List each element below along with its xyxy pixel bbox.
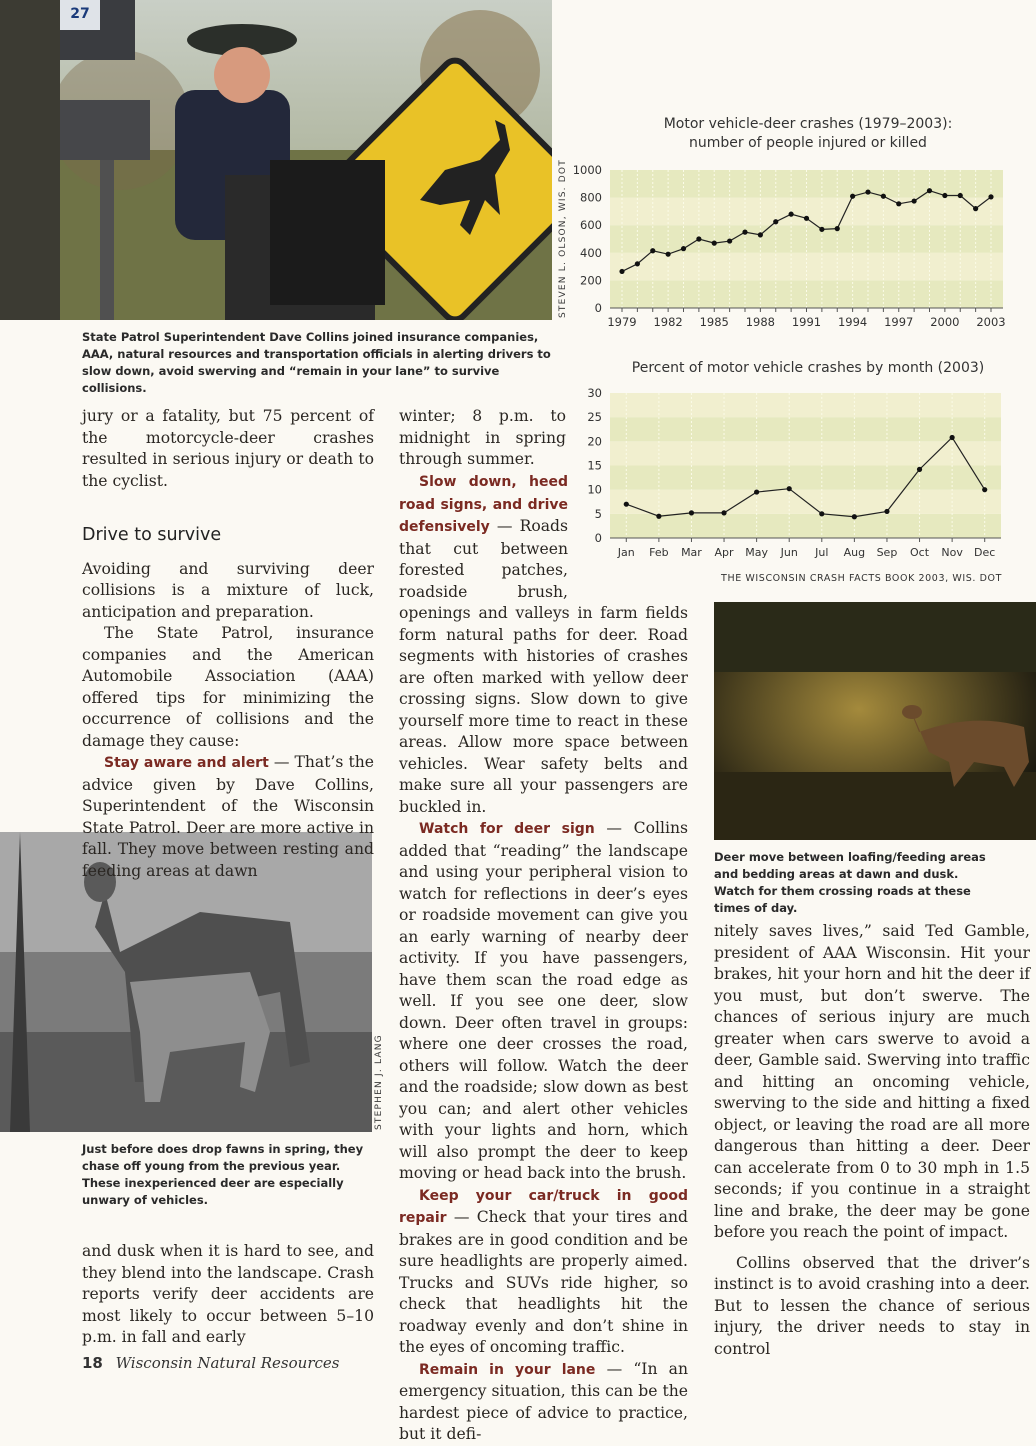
chart1-data-point	[666, 252, 671, 257]
chart1-data-point	[742, 230, 747, 235]
tip-slow-down-lead: Slow down, heed road signs, and drive defensively	[399, 474, 568, 535]
chart2-y-tick-label: 20	[587, 434, 602, 449]
tip-watch-deer-sign-text: — Collins added that “reading” the landscape and using your peripheral vision to watch for reflections in deer’s eyes or roadside movement can give you an early warning of nearby deer activity. If you have passengers, have them scan the road edge as well. If you see one deer, slow down. Deer often travel in groups: where one deer crosses the road, others will follow. Watch the deer and the roadside; slow down as best you can; and alert other vehicles with your lights and horn, which will also prompt the deer to keep moving or head back into the brush.	[399, 819, 688, 1182]
tip-remain-in-lane-text: — “In an emergency situation, this can be the hardest piece of advice to practice, but it defi-	[399, 1359, 688, 1443]
chart2-month-label: Oct	[910, 546, 930, 559]
chart1-data-point	[835, 226, 840, 231]
chart1-title-line2: number of people injured or killed	[689, 135, 927, 151]
tip-watch-deer-sign	[399, 818, 688, 1185]
chart2-month-label: Nov	[941, 546, 963, 559]
chart1-data-point	[850, 194, 855, 199]
chart1-data-point	[727, 238, 732, 243]
page-number: 18	[82, 1354, 103, 1372]
chart1-x-tick-label: 2000	[930, 315, 960, 329]
tip-slow-down-text: — Roads that cut between forested patches, roadside brush, openings and valleys in farm fields form natural paths for deer. Road segments with histories of crashes are often marked with yellow deer crossing signs. Slow down to give yourself more time to react in these areas. Allow more space between vehicles. Wear safety belts and make sure all your passengers are buckled in.	[399, 517, 688, 816]
chart1-data-point	[927, 188, 932, 193]
col2-continuation: winter; 8 p.m. to midnight in spring through summer.	[399, 407, 566, 468]
chart1-y-tick-label: 400	[580, 245, 602, 260]
chart1-x-tick-label: 1979	[607, 315, 637, 329]
chart1-x-tick-label: 1988	[745, 315, 776, 329]
chart1-data-point	[789, 212, 794, 217]
chart1-data-point	[773, 219, 778, 224]
chart2-month-label: Dec	[974, 546, 996, 559]
tip-stay-aware-lead: Stay aware and alert	[104, 755, 269, 771]
chart2-month-label: Mar	[681, 546, 702, 559]
col3-paragraph-1: nitely saves lives,” said Ted Gamble, president of AAA Wisconsin. Hit your brakes, hit your horn and hit the deer if you must, but don’t swerve. The chances of serious injury are much greater when cars swerve to avoid a deer, Gamble said. Swerving into traffic and hitting an oncoming vehicle, swerving to the side and hitting a fixed object, or leaving the road are all more dangerous than hitting a deer. Deer can accelerate from 0 to 30 mph in 1.5 seconds; if you continue in a straight line and brake, the deer may be gone before you reach the point of impact.	[714, 922, 1030, 1241]
chart1-x-tick-label: 1991	[791, 315, 822, 329]
chart1-data-point	[942, 193, 947, 198]
chart2-source: THE WISCONSIN CRASH FACTS BOOK 2003, WIS. DOT	[721, 573, 1002, 584]
chart2-month-label: Jun	[780, 546, 798, 559]
chart2-data-point	[819, 511, 824, 516]
tip-slow-down	[399, 471, 688, 818]
chart2-data-point	[917, 467, 922, 472]
chart1-x-tick-label: 1994	[837, 315, 868, 329]
col1-paragraph-1: Avoiding and surviving deer collisions is a mixture of luck, anticipation and preparation.	[82, 559, 374, 621]
tip-keep-car-repaired-text: — Check that your tires and brakes are in good condition and be sure headlights are properly aimed. Trucks and SUVs ride higher, so check that headlights hit the roadway evenly and don’t shine in the eyes of oncoming traffic.	[399, 1208, 688, 1356]
chart1-x-tick-label: 1997	[884, 315, 914, 329]
tip-stay-aware-text: — That’s the advice given by Dave Collins, Superintendent of the Wisconsin State Patrol. Deer are more active in fall. They move between resting and feeding areas at dawn	[82, 753, 375, 880]
chart2-data-point	[787, 486, 792, 491]
chart1-data-point	[912, 198, 917, 203]
chart2-data-point	[721, 510, 726, 515]
chart1-data-point	[819, 227, 824, 232]
chart1-data-point	[696, 236, 701, 241]
chart1-data-point	[635, 261, 640, 266]
camera-channel-badge: 27	[70, 6, 90, 22]
chart2-data-point	[852, 514, 857, 519]
chart1-data-point	[619, 269, 624, 274]
chart2-data-point	[982, 487, 987, 492]
chart2-month-label: Jul	[815, 546, 829, 559]
chart1-y-tick-label: 1000	[572, 163, 602, 177]
chart2-month-label: Sep	[876, 546, 898, 559]
chart2-data-point	[754, 489, 759, 494]
doe-photo-caption: Just before does drop fawns in spring, they chase off young from the previous year. These inexperienced deer are especially unwary of vehicles.	[82, 1142, 364, 1207]
chart1-data-point	[988, 194, 993, 199]
chart1-data-point	[712, 241, 717, 246]
chart1-x-tick-label: 2003	[976, 315, 1006, 329]
chart1-y-tick-label: 200	[580, 273, 602, 288]
tip-watch-deer-sign-lead: Watch for deer sign	[419, 821, 595, 837]
chart2-data-point	[689, 510, 694, 515]
chart2-y-tick-label: 15	[587, 458, 602, 473]
chart1-y-tick-label: 600	[580, 218, 602, 233]
chart2-month-label: Aug	[843, 546, 866, 559]
chart2-y-tick-label: 30	[587, 386, 602, 400]
column-1-bottom	[82, 1241, 374, 1349]
chart2-data-point	[950, 435, 955, 440]
chart2-month-label: May	[745, 546, 768, 559]
col1-bottom-text: and dusk when it is hard to see, and they blend into the landscape. Crash reports verify deer accidents are most likely to occur between 5–10 p.m. in fall and early	[82, 1242, 374, 1346]
chart2-band	[610, 393, 1001, 417]
section-heading: Drive to survive	[82, 525, 222, 545]
chart2-band	[610, 441, 1001, 465]
chart1-title-line1: Motor vehicle-deer crashes (1979–2003):	[663, 116, 953, 132]
chart1-data-point	[896, 201, 901, 206]
chart1-data-point	[681, 246, 686, 251]
chart2-month-label: Feb	[649, 546, 669, 559]
chart1-data-point	[650, 248, 655, 253]
chart-wrap-spacer	[568, 471, 688, 589]
chart1-data-point	[865, 189, 870, 194]
chart2-band	[610, 417, 1001, 441]
chart1-y-tick-label: 0	[594, 301, 602, 315]
chart2-data-point	[884, 509, 889, 514]
magazine-title: Wisconsin Natural Resources	[115, 1354, 340, 1372]
chart1-y-tick-label: 800	[580, 190, 602, 205]
chart2-month-label: Apr	[714, 546, 734, 559]
chart2-y-tick-label: 5	[594, 506, 602, 521]
top-photo-caption: State Patrol Superintendent Dave Collins joined insurance companies, AAA, natural resources and transportation officials in alerting drivers to slow down, avoid swerving and “remain in your lane” to survive collisions.	[82, 330, 551, 395]
column-2	[399, 471, 688, 1446]
press-conference-photo	[0, 0, 552, 320]
chart2-y-tick-label: 25	[587, 410, 602, 425]
chart1-x-tick-label: 1985	[699, 315, 729, 329]
doe-photo-credit: STEPHEN J. LANG	[374, 1034, 384, 1130]
chart1-data-point	[758, 232, 763, 237]
col1-paragraph-2: The State Patrol, insurance companies and the American Automobile Association (AAA) offered tips for minimizing the occurrence of collisions and the damage they cause:	[82, 624, 374, 750]
deer-crash-injuries-chart	[570, 160, 1020, 335]
chart2-month-label: Jan	[617, 546, 635, 559]
chart1-data-point	[958, 193, 963, 198]
col3-paragraph-2: Collins observed that the driver’s instinct is to avoid crashing into a deer. But to lessen the chance of serious injury, the driver needs to stay in control	[714, 1253, 1030, 1358]
chart1-x-tick-label: 1982	[653, 315, 683, 329]
column-3	[714, 921, 1030, 1360]
column-1-top	[82, 406, 374, 882]
column-2-top	[399, 406, 566, 471]
chart2-title: Percent of motor vehicle crashes by month (2003)	[631, 360, 985, 376]
chart1-data-point	[881, 194, 886, 199]
col1-continuation: jury or a fatality, but 75 percent of the motorcycle-deer crashes resulted in serious injury or death to the cyclist.	[82, 407, 374, 490]
chart2-y-tick-label: 0	[594, 531, 602, 545]
chart1-title	[600, 115, 1016, 153]
field-photo-caption: Deer move between loafing/feeding areas and bedding areas at dawn and dusk. Watch for them crossing roads at these times of day.	[714, 850, 986, 915]
tip-keep-car-repaired-lead: Keep your car/truck in good repair	[399, 1187, 688, 1226]
chart1-data-point	[804, 216, 809, 221]
tip-keep-car-repaired	[399, 1185, 688, 1359]
chart2-y-tick-label: 10	[587, 482, 602, 497]
deer-in-field-photo	[714, 602, 1036, 840]
top-photo-credit: STEVEN L. OLSON, WIS. DOT	[558, 159, 568, 318]
tip-remain-in-lane-lead: Remain in your lane	[419, 1361, 596, 1378]
tip-stay-aware	[82, 752, 374, 882]
tip-remain-in-lane	[399, 1359, 688, 1446]
page-footer	[82, 1354, 339, 1372]
chart1-data-point	[973, 206, 978, 211]
